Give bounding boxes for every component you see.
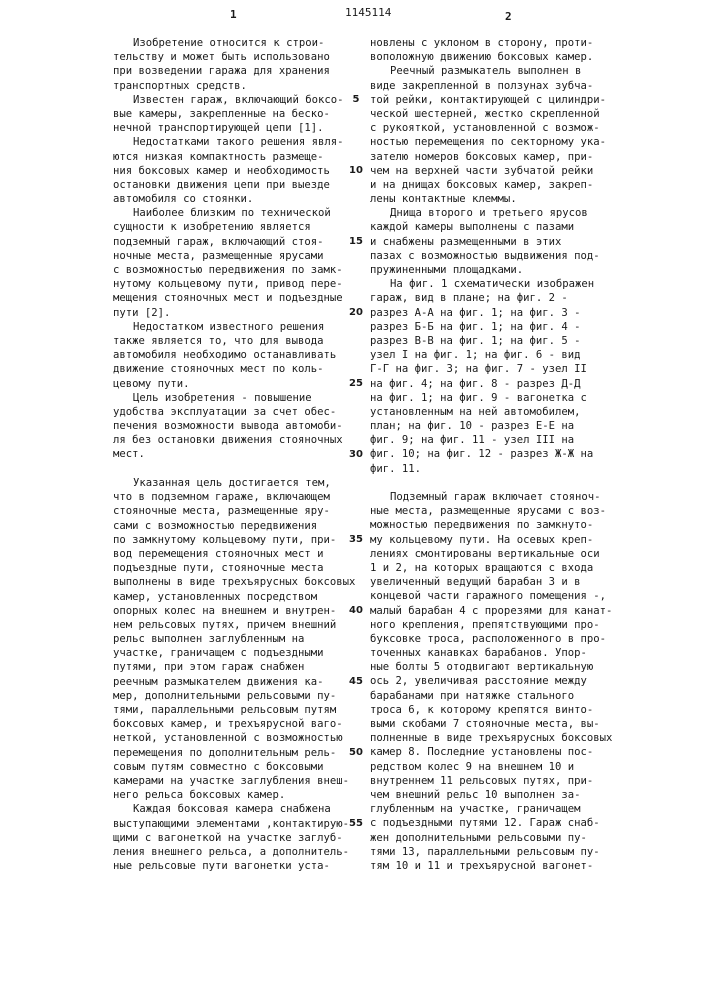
text-line: камер 8. Последние установлены пос-: [370, 745, 612, 759]
text-line: мер, дополнительными рельсовыми пу-: [113, 689, 355, 703]
text-line: с подъездными путями 12. Гараж снаб-: [370, 816, 612, 830]
text-line: пазах с возможностью выдвижения под-: [370, 249, 606, 263]
text-line: полненные в виде трехъярусных боксовых: [370, 731, 612, 745]
paragraph: [370, 64, 606, 206]
text-line: по замкнутому кольцевому пути, при-: [113, 533, 355, 547]
text-line: зателю номеров боксовых камер, при-: [370, 150, 606, 164]
text-line: нечной транспортирующей цепи [1].: [113, 121, 343, 135]
text-line: барабанами при натяжке стального: [370, 689, 612, 703]
text-line: тями, параллельными рельсовым путям: [113, 703, 355, 717]
text-line: на фиг. 4; на фиг. 8 - разрез Д-Д: [370, 377, 606, 391]
text-line: Недостатком известного решения: [113, 320, 343, 334]
text-line: фиг. 10; на фиг. 12 - разрез Ж-Ж на: [370, 447, 606, 461]
text-line: ные болты 5 отодвигают вертикальную: [370, 660, 612, 674]
text-line: троса 6, к которому крепятся винто-: [370, 703, 612, 717]
text-line: совым путям совместно с боксовыми: [113, 760, 355, 774]
text-line: Известен гараж, включающий боксо-: [113, 93, 343, 107]
line-number: 15: [346, 235, 366, 249]
text-line: ются низкая компактность размеще-: [113, 150, 343, 164]
text-line: Каждая боксовая камера снабжена: [113, 802, 355, 816]
line-number: 45: [346, 675, 366, 689]
text-line: с возможностью передвижения по замк-: [113, 263, 343, 277]
paragraph: [370, 490, 612, 873]
line-number: 50: [346, 746, 366, 760]
text-line: ные рельсовые пути вагонетки уста-: [113, 859, 355, 873]
line-number: 10: [346, 164, 366, 178]
text-line: Изобретение относится к строи-: [113, 36, 343, 50]
text-line: му кольцевому пути. На осевых креп-: [370, 533, 612, 547]
text-line: Указанная цель достигается тем,: [113, 476, 355, 490]
text-line: ностью перемещения по секторному ука-: [370, 135, 606, 149]
text-line: стояночные места, размещенные яру-: [113, 504, 355, 518]
text-line: установленным на ней автомобилем,: [370, 405, 606, 419]
text-line: На фиг. 1 схематически изображен: [370, 277, 606, 291]
text-line: увеличенный ведущий барабан 3 и в: [370, 575, 612, 589]
text-line: 1 и 2, на которых вращаются с входа: [370, 561, 612, 575]
text-line: разрез В-В на фиг. 1; на фиг. 5 -: [370, 334, 606, 348]
paragraph: [370, 277, 606, 476]
paragraph: [113, 36, 343, 93]
left-page-number: 1: [230, 8, 237, 21]
text-line: чем на верхней части зубчатой рейки: [370, 164, 606, 178]
text-line: Подземный гараж включает стояноч-: [370, 490, 612, 504]
left-column-block-b: [113, 476, 355, 873]
text-line: подземный гараж, включающий стоя-: [113, 235, 343, 249]
text-line: Реечный размыкатель выполнен в: [370, 64, 606, 78]
paragraph: [113, 802, 355, 873]
text-line: что в подземном гараже, включающем: [113, 490, 355, 504]
text-line: ческой шестерней, жестко скрепленной: [370, 107, 606, 121]
text-line: ления внешнего рельса, а дополнитель-: [113, 845, 355, 859]
paragraph: [113, 93, 343, 136]
text-line: лениях смонтированы вертикальные оси: [370, 547, 612, 561]
line-number: 20: [346, 306, 366, 320]
paragraph: [370, 36, 606, 64]
text-line: сущности к изобретению является: [113, 220, 343, 234]
left-column-block-a: [113, 36, 343, 462]
text-line: малый барабан 4 с прорезями для канат-: [370, 604, 612, 618]
text-line: нутому кольцевому пути, привод пере-: [113, 277, 343, 291]
text-line: нем рельсовых путях, причем внешний: [113, 618, 355, 632]
text-line: тельству и может быть использовано: [113, 50, 343, 64]
text-line: неткой, установленной с возможностью: [113, 731, 355, 745]
text-line: и снабжены размещенными в этих: [370, 235, 606, 249]
paragraph: [113, 206, 343, 320]
text-line: мест.: [113, 447, 343, 461]
paragraph: [370, 206, 606, 277]
text-line: опорных колес на внешнем и внутрен-: [113, 604, 355, 618]
line-number: 30: [346, 448, 366, 462]
text-line: выполнены в виде трехъярусных боксовых: [113, 575, 355, 589]
right-column-block-a: [370, 36, 606, 476]
text-line: буксовке троса, расположенного в про-: [370, 632, 612, 646]
text-line: реечным размыкателем движения ка-: [113, 675, 355, 689]
paragraph: [113, 320, 343, 391]
text-line: с рукояткой, установленной с возмож-: [370, 121, 606, 135]
text-line: той рейки, контактирующей с цилиндри-: [370, 93, 606, 107]
text-line: подъездные пути, стояночные места: [113, 561, 355, 575]
text-line: Днища второго и третьего ярусов: [370, 206, 606, 220]
text-line: редством колес 9 на внешнем 10 и: [370, 760, 612, 774]
text-line: ные места, размещенные ярусами с воз-: [370, 504, 612, 518]
text-line: камер, установленных посредством: [113, 590, 355, 604]
paragraph: [113, 391, 343, 462]
text-line: тями 13, параллельными рельсовым пу-: [370, 845, 612, 859]
paragraph: [113, 135, 343, 206]
text-line: Наиболее близким по технической: [113, 206, 343, 220]
text-line: при возведении гаража для хранения: [113, 64, 343, 78]
text-line: выми скобами 7 стояночные места, вы-: [370, 717, 612, 731]
text-line: узел I на фиг. 1; на фиг. 6 - вид: [370, 348, 606, 362]
text-line: и на днищах боксовых камер, закреп-: [370, 178, 606, 192]
text-line: пути [2].: [113, 306, 343, 320]
text-line: Недостатками такого решения явля-: [113, 135, 343, 149]
text-line: печения возможности вывода автомоби-: [113, 419, 343, 433]
text-line: мещения стояночных мест и подъездные: [113, 291, 343, 305]
text-line: участке, граничащем с подъездными: [113, 646, 355, 660]
text-line: новлены с уклоном в сторону, проти-: [370, 36, 606, 50]
text-line: щими с вагонеткой на участке заглуб-: [113, 831, 355, 845]
text-line: перемещения по дополнительным рель-: [113, 746, 355, 760]
text-line: автомобиля необходимо останавливать: [113, 348, 343, 362]
text-line: разрез Б-Б на фиг. 1; на фиг. 4 -: [370, 320, 606, 334]
text-line: фиг. 11.: [370, 462, 606, 476]
text-line: также является то, что для вывода: [113, 334, 343, 348]
right-page-number: 2: [505, 10, 512, 23]
text-line: путями, при этом гараж снабжен: [113, 660, 355, 674]
text-line: ось 2, увеличивая расстояние между: [370, 674, 612, 688]
line-number: 35: [346, 533, 366, 547]
text-line: чем внешний рельс 10 выполнен за-: [370, 788, 612, 802]
text-line: боксовых камер, и трехъярусной ваго-: [113, 717, 355, 731]
text-line: глубленным на участке, граничащем: [370, 802, 612, 816]
text-line: камерами на участке заглубления внеш-: [113, 774, 355, 788]
text-line: воположную движению боксовых камер.: [370, 50, 606, 64]
text-line: транспортных средств.: [113, 79, 343, 93]
text-line: на фиг. 1; на фиг. 9 - вагонетка с: [370, 391, 606, 405]
text-line: автомобиля со стоянки.: [113, 192, 343, 206]
text-line: пружиненными площадками.: [370, 263, 606, 277]
text-line: вод перемещения стояночных мест и: [113, 547, 355, 561]
line-number: 5: [346, 93, 366, 107]
text-line: виде закрепленной в ползунах зубча-: [370, 79, 606, 93]
text-line: ночные места, размещенные ярусами: [113, 249, 343, 263]
text-line: ля без остановки движения стояночных: [113, 433, 343, 447]
text-line: цевому пути.: [113, 377, 343, 391]
line-number: 40: [346, 604, 366, 618]
text-line: Г-Г на фиг. 3; на фиг. 7 - узел II: [370, 362, 606, 376]
line-number: 55: [346, 817, 366, 831]
text-line: ного крепления, препятствующими про-: [370, 618, 612, 632]
text-line: каждой камеры выполнены с пазами: [370, 220, 606, 234]
text-line: точенных канавках барабанов. Упор-: [370, 646, 612, 660]
text-line: сами с возможностью передвижения: [113, 519, 355, 533]
text-line: жен дополнительными рельсовыми пу-: [370, 831, 612, 845]
text-line: выступающими элементами ,контактирую-: [113, 817, 355, 831]
text-line: остановки движения цепи при выезде: [113, 178, 343, 192]
text-line: ния боксовых камер и необходимость: [113, 164, 343, 178]
text-line: концевой части гаражного помещения -,: [370, 589, 612, 603]
text-line: рельс выполнен заглубленным на: [113, 632, 355, 646]
text-line: можностью передвижения по замкнуто-: [370, 518, 612, 532]
text-line: него рельса боксовых камер.: [113, 788, 355, 802]
text-line: гараж, вид в плане; на фиг. 2 -: [370, 291, 606, 305]
paragraph: [113, 476, 355, 802]
text-line: разрез А-А на фиг. 1; на фиг. 3 -: [370, 306, 606, 320]
line-number: 25: [346, 377, 366, 391]
text-line: план; на фиг. 10 - разрез Е-Е на: [370, 419, 606, 433]
text-line: внутреннем 11 рельсовых путях, при-: [370, 774, 612, 788]
text-line: фиг. 9; на фиг. 11 - узел III на: [370, 433, 606, 447]
text-line: вые камеры, закрепленные на беско-: [113, 107, 343, 121]
right-column-block-b: [370, 490, 612, 873]
text-line: лены контактные клеммы.: [370, 192, 606, 206]
text-line: Цель изобретения - повышение: [113, 391, 343, 405]
text-line: удобства эксплуатации за счет обес-: [113, 405, 343, 419]
patent-number: 1145114: [345, 6, 391, 19]
text-line: тям 10 и 11 и трехъярусной вагонет-: [370, 859, 612, 873]
text-line: движение стояночных мест по коль-: [113, 362, 343, 376]
